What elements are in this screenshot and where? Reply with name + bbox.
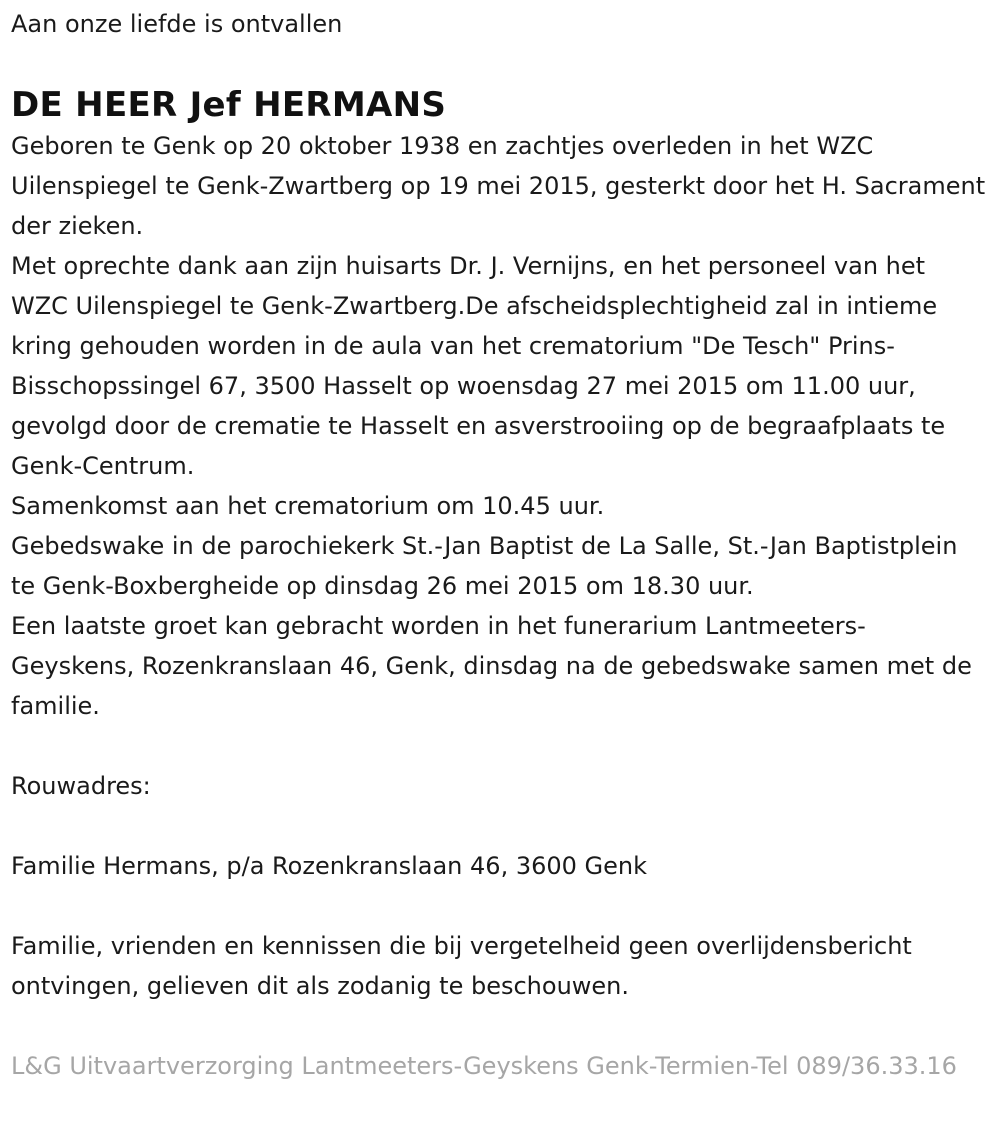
- deceased-name: DE HEER Jef HERMANS: [11, 85, 447, 125]
- spacer: [11, 1006, 988, 1046]
- gathering-paragraph: Samenkomst aan het crematorium om 10.45 uur.: [11, 492, 605, 520]
- birth-death-paragraph: Geboren te Genk op 20 oktober 1938 en zachtjes overleden in het WZC Uilenspiegel te Genk-Zwartberg op 19 mei 2015, gesterkt door het H. Sacrament der zieken.: [11, 132, 986, 240]
- mourning-address: Familie Hermans, p/a Rozenkranslaan 46, 3600 Genk: [11, 852, 647, 880]
- spacer: [11, 726, 988, 766]
- last-farewell-paragraph: Een laatste groet kan gebracht worden in het funerarium Lantmeeters-Geyskens, Rozenkranslaan 46, Genk, dinsdag na de gebedswake samen met de familie.: [11, 612, 972, 720]
- intro-line: Aan onze liefde is ontvallen: [11, 10, 343, 38]
- notice-paragraph: Familie, vrienden en kennissen die bij vergetelheid geen overlijdensbericht ontvingen, gelieven dit als zodanig te beschouwen.: [11, 932, 912, 1000]
- funeral-home-footer: L&G Uitvaartverzorging Lantmeeters-Geyskens Genk-Termien-Tel 089/36.33.16: [11, 1052, 957, 1080]
- spacer: [11, 806, 988, 846]
- ceremony-paragraph: Met oprechte dank aan zijn huisarts Dr. J. Vernijns, en het personeel van het WZC Uilenspiegel te Genk-Zwartberg.De afscheidsplechtigheid zal in intieme kring gehouden worden in de aula van het crematorium "De Tesch" Prins-Bisschopssingel 67, 3500 Hasselt op woensdag 27 mei 2015 om 11.00 uur, gevolgd door de crematie te Hasselt en asverstrooiing op de begraafplaats te Genk-Centrum.: [11, 252, 946, 480]
- prayer-vigil-paragraph: Gebedswake in de parochiekerk St.-Jan Baptist de La Salle, St.-Jan Baptistplein te Genk-Boxbergheide op dinsdag 26 mei 2015 om 18.30 uur.: [11, 532, 958, 600]
- spacer: [11, 886, 988, 926]
- mourning-address-label: Rouwadres:: [11, 772, 151, 800]
